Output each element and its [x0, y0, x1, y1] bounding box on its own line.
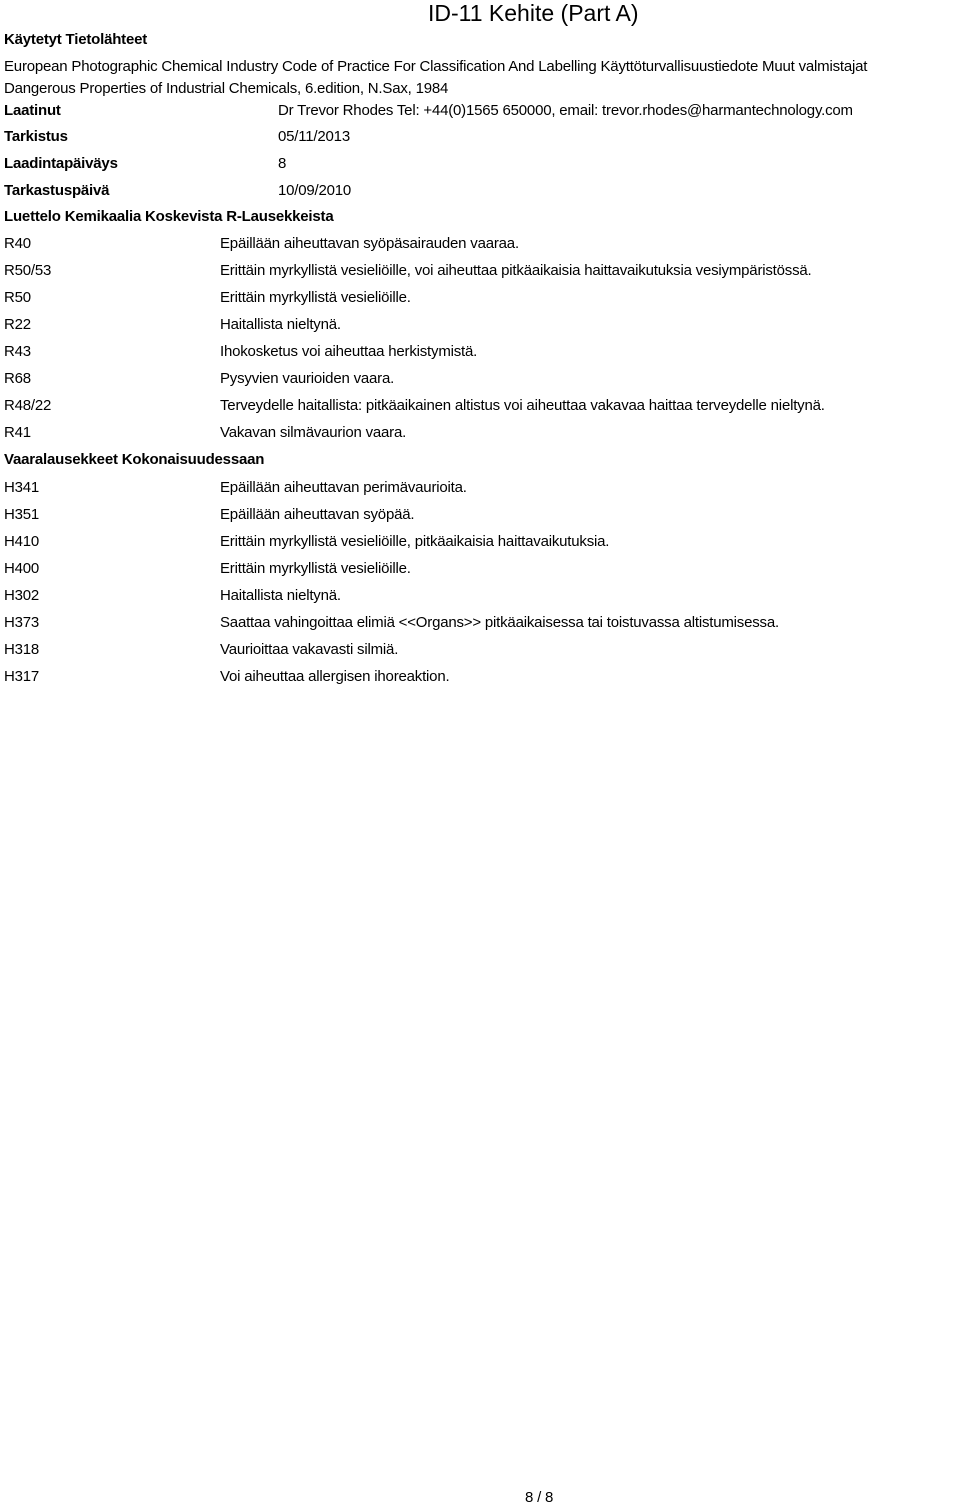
r-phrases-heading: Luettelo Kemikaalia Koskevista R-Lausekkeista [4, 208, 334, 225]
r-phrase-code: R68 [4, 370, 31, 387]
r-phrase-code: R40 [4, 235, 31, 252]
h-statements-heading: Vaaralausekkeet Kokonaisuudessaan [4, 451, 265, 468]
r-phrase-text: Terveydelle haitallista: pitkäaikainen altistus voi aiheuttaa vakavaa haittaa terveydelle nieltynä. [220, 397, 825, 414]
h-statement-code: H341 [4, 479, 40, 496]
r-phrase-text: Pysyvien vaurioiden vaara. [220, 370, 395, 387]
r-phrase-code: R50 [4, 289, 31, 306]
r-phrase-code: R43 [4, 343, 31, 360]
sources-line-2: Dangerous Properties of Industrial Chemicals, 6.edition, N.Sax, 1984 [4, 80, 449, 97]
author-value: Dr Trevor Rhodes Tel: +44(0)1565 650000, email: trevor.rhodes@harmantechnology.com [278, 102, 853, 119]
h-statement-text: Erittäin myrkyllistä vesieliöille. [220, 560, 411, 577]
r-phrase-code: R41 [4, 424, 31, 441]
h-statement-text: Voi aiheuttaa allergisen ihoreaktion. [220, 668, 450, 685]
review-value: 05/11/2013 [278, 128, 350, 145]
h-statement-code: H318 [4, 641, 40, 658]
h-statement-text: Vaurioittaa vakavasti silmiä. [220, 641, 399, 658]
r-phrase-text: Ihokosketus voi aiheuttaa herkistymistä. [220, 343, 478, 360]
h-statement-code: H400 [4, 560, 40, 577]
checked-label: Tarkastuspäivä [4, 182, 110, 199]
r-phrase-text: Vakavan silmävaurion vaara. [220, 424, 407, 441]
r-phrase-text: Erittäin myrkyllistä vesieliöille, voi aiheuttaa pitkäaikaisia haittavaikutuksia vesiympäristössä. [220, 262, 812, 279]
r-phrase-code: R48/22 [4, 397, 52, 414]
h-statement-code: H302 [4, 587, 40, 604]
r-phrase-code: R50/53 [4, 262, 52, 279]
r-phrase-text: Erittäin myrkyllistä vesieliöille. [220, 289, 411, 306]
created-value: 8 [278, 155, 287, 172]
h-statement-text: Erittäin myrkyllistä vesieliöille, pitkäaikaisia haittavaikutuksia. [220, 533, 610, 550]
h-statement-text: Haitallista nieltynä. [220, 587, 341, 604]
h-statement-code: H410 [4, 533, 40, 550]
document-title: ID-11 Kehite (Part A) [428, 0, 639, 26]
r-phrase-text: Haitallista nieltynä. [220, 316, 341, 333]
sources-heading: Käytetyt Tietolähteet [4, 31, 148, 48]
r-phrase-code: R22 [4, 316, 31, 333]
review-label: Tarkistus [4, 128, 68, 145]
h-statement-text: Saattaa vahingoittaa elimiä <<Organs>> pitkäaikaisessa tai toistuvassa altistumisessa. [220, 614, 779, 631]
h-statement-text: Epäillään aiheuttavan syöpää. [220, 506, 415, 523]
sources-line-1: European Photographic Chemical Industry Code of Practice For Classification And Labelling Käyttöturvallisuustiedote Muut valmistajat [4, 58, 868, 75]
h-statement-text: Epäillään aiheuttavan perimävaurioita. [220, 479, 467, 496]
author-label: Laatinut [4, 102, 61, 119]
checked-value: 10/09/2010 [278, 182, 352, 199]
h-statement-code: H373 [4, 614, 40, 631]
h-statement-code: H317 [4, 668, 40, 685]
created-label: Laadintapäiväys [4, 155, 118, 172]
h-statement-code: H351 [4, 506, 40, 523]
page-number: 8 / 8 [525, 1489, 554, 1506]
r-phrase-text: Epäillään aiheuttavan syöpäsairauden vaaraa. [220, 235, 519, 252]
